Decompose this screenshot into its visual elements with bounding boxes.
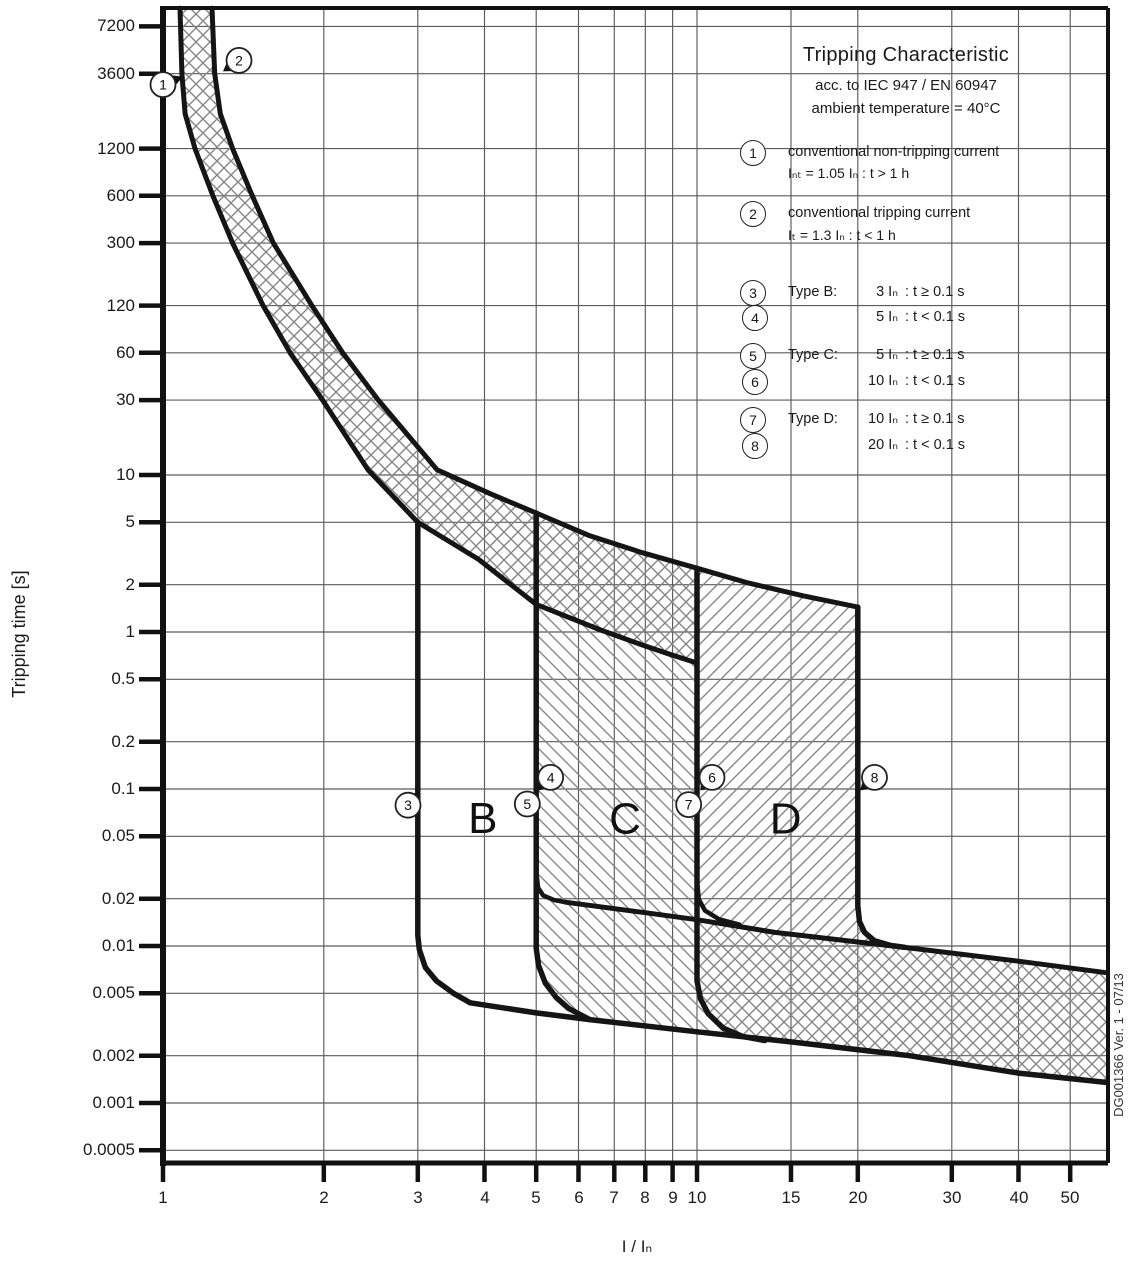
- y-tick-label: 120: [106, 296, 135, 315]
- x-tick-label: 40: [1009, 1188, 1029, 1207]
- y-tick-label: 3600: [97, 64, 135, 83]
- y-tick-label: 1: [125, 622, 135, 641]
- x-tick-label: 8: [640, 1188, 650, 1207]
- y-tick-label: 1200: [97, 139, 135, 158]
- zone-label-B: B: [468, 794, 498, 844]
- legend-marker-8-number: 8: [751, 438, 759, 454]
- curve-marker-7-number: 7: [684, 796, 693, 813]
- zone-label-C: C: [609, 794, 641, 844]
- x-tick-label: 15: [781, 1188, 801, 1207]
- y-tick-label: 0.01: [101, 936, 135, 955]
- y-tick-label: 0.0005: [83, 1140, 135, 1159]
- y-axis-label: Tripping time [s]: [9, 570, 29, 698]
- legend-label-tripping: conventional tripping current: [788, 205, 971, 221]
- x-tick-label: 4: [480, 1188, 490, 1207]
- document-reference-note: DG001366 Ver. 1 - 07/13: [1111, 973, 1126, 1117]
- chart-title: Tripping Characteristic: [802, 44, 1010, 66]
- x-tick-label: 6: [574, 1188, 584, 1207]
- x-tick-label: 20: [848, 1188, 868, 1207]
- y-tick-label: 0.2: [111, 732, 135, 751]
- legend-marker-6-number: 6: [751, 374, 759, 390]
- legend-type-d-lower-value: 20 Iₙ: [868, 437, 898, 453]
- legend-marker-1: [740, 140, 766, 166]
- legend-marker-5-number: 5: [749, 348, 757, 364]
- legend-type-d-upper-value: 10 Iₙ: [868, 411, 898, 427]
- legend-marker-8: [742, 433, 768, 459]
- legend-type-d-upper-cond: : t ≥ 0.1 s: [905, 411, 965, 427]
- y-tick-label: 0.001: [92, 1093, 135, 1112]
- legend-marker-4: [742, 305, 768, 331]
- legend-marker-7-number: 7: [749, 412, 757, 428]
- x-tick-label: 7: [609, 1188, 619, 1207]
- zone-label-D: D: [769, 794, 802, 844]
- curve-marker-8-number: 8: [870, 769, 879, 786]
- y-tick-label: 2: [125, 575, 135, 594]
- x-tick-label: 9: [668, 1188, 678, 1207]
- legend-type-c-lower-cond: : t < 0.1 s: [905, 373, 966, 389]
- legend-label-non-tripping: conventional non-tripping current: [788, 144, 1000, 160]
- y-tick-label: 600: [106, 186, 135, 205]
- legend-type-b-upper-cond: : t ≥ 0.1 s: [905, 284, 965, 300]
- legend-marker-6: [742, 369, 768, 395]
- legend-marker-5: [740, 343, 766, 369]
- x-tick-label: 50: [1060, 1188, 1080, 1207]
- legend-marker-1-number: 1: [749, 145, 757, 161]
- y-tick-label: 60: [116, 343, 135, 362]
- legend-marker-4-number: 4: [751, 310, 759, 326]
- legend-marker-3-number: 3: [749, 285, 757, 301]
- y-tick-label: 0.005: [92, 983, 135, 1002]
- y-tick-label: 7200: [97, 16, 135, 35]
- y-tick-label: 0.002: [92, 1046, 135, 1065]
- curve-marker-5-number: 5: [523, 796, 532, 813]
- legend-marker-2-number: 2: [749, 206, 757, 222]
- legend-type-b-lower-value: 5 Iₙ: [876, 309, 898, 325]
- legend-marker-3: [740, 280, 766, 306]
- region-typeD-zone: [697, 568, 858, 942]
- legend-marker-7: [740, 407, 766, 433]
- legend-marker-2: [740, 201, 766, 227]
- curve-marker-2-number: 2: [235, 52, 243, 69]
- y-tick-label: 300: [106, 233, 135, 252]
- legend-formula-tripping: Iₜ = 1.3 Iₙ : t < 1 h: [788, 227, 896, 243]
- y-tick-label: 0.1: [111, 779, 135, 798]
- y-tick-label: 5: [125, 512, 135, 531]
- curve-marker-6-number: 6: [708, 769, 716, 786]
- curve-marker-1-number: 1: [159, 76, 167, 93]
- legend-type-b-upper-value: 3 Iₙ: [876, 284, 898, 300]
- y-tick-label: 10: [116, 465, 135, 484]
- x-tick-label: 10: [687, 1188, 707, 1207]
- legend-type-c-lower-value: 10 Iₙ: [868, 373, 898, 389]
- chart-subtitle-temperature: ambient temperature = 40°C: [811, 100, 1001, 117]
- chart-subtitle-standard: acc. to IEC 947 / EN 60947: [815, 77, 997, 94]
- legend-type-b-label: Type B:: [788, 284, 838, 300]
- x-axis-label: I / Iₙ: [621, 1237, 653, 1256]
- legend-type-c-label: Type C:: [788, 347, 838, 363]
- x-tick-label: 2: [319, 1188, 329, 1207]
- legend-type-d-lower-cond: : t < 0.1 s: [905, 437, 966, 453]
- curve-typeB-3In-line: [418, 522, 470, 1003]
- curve-marker-4-number: 4: [546, 769, 555, 786]
- legend-type-d-label: Type D:: [788, 411, 838, 427]
- x-tick-label: 3: [413, 1188, 423, 1207]
- y-tick-label: 0.02: [101, 889, 135, 908]
- legend-formula-non-tripping: Iₙₜ = 1.05 Iₙ : t > 1 h: [788, 165, 910, 181]
- legend-type-b-lower-cond: : t < 0.1 s: [905, 309, 966, 325]
- y-tick-label: 0.05: [101, 826, 135, 845]
- x-tick-label: 30: [942, 1188, 962, 1207]
- x-tick-label: 1: [158, 1188, 168, 1207]
- curve-marker-3-number: 3: [404, 797, 412, 814]
- y-tick-label: 0.5: [111, 669, 135, 688]
- y-tick-label: 30: [116, 390, 135, 409]
- region-thermal-tolerance-band: [180, 8, 697, 663]
- legend-type-c-upper-value: 5 Iₙ: [876, 347, 898, 363]
- x-tick-label: 5: [531, 1188, 541, 1207]
- legend-type-c-upper-cond: : t ≥ 0.1 s: [905, 347, 965, 363]
